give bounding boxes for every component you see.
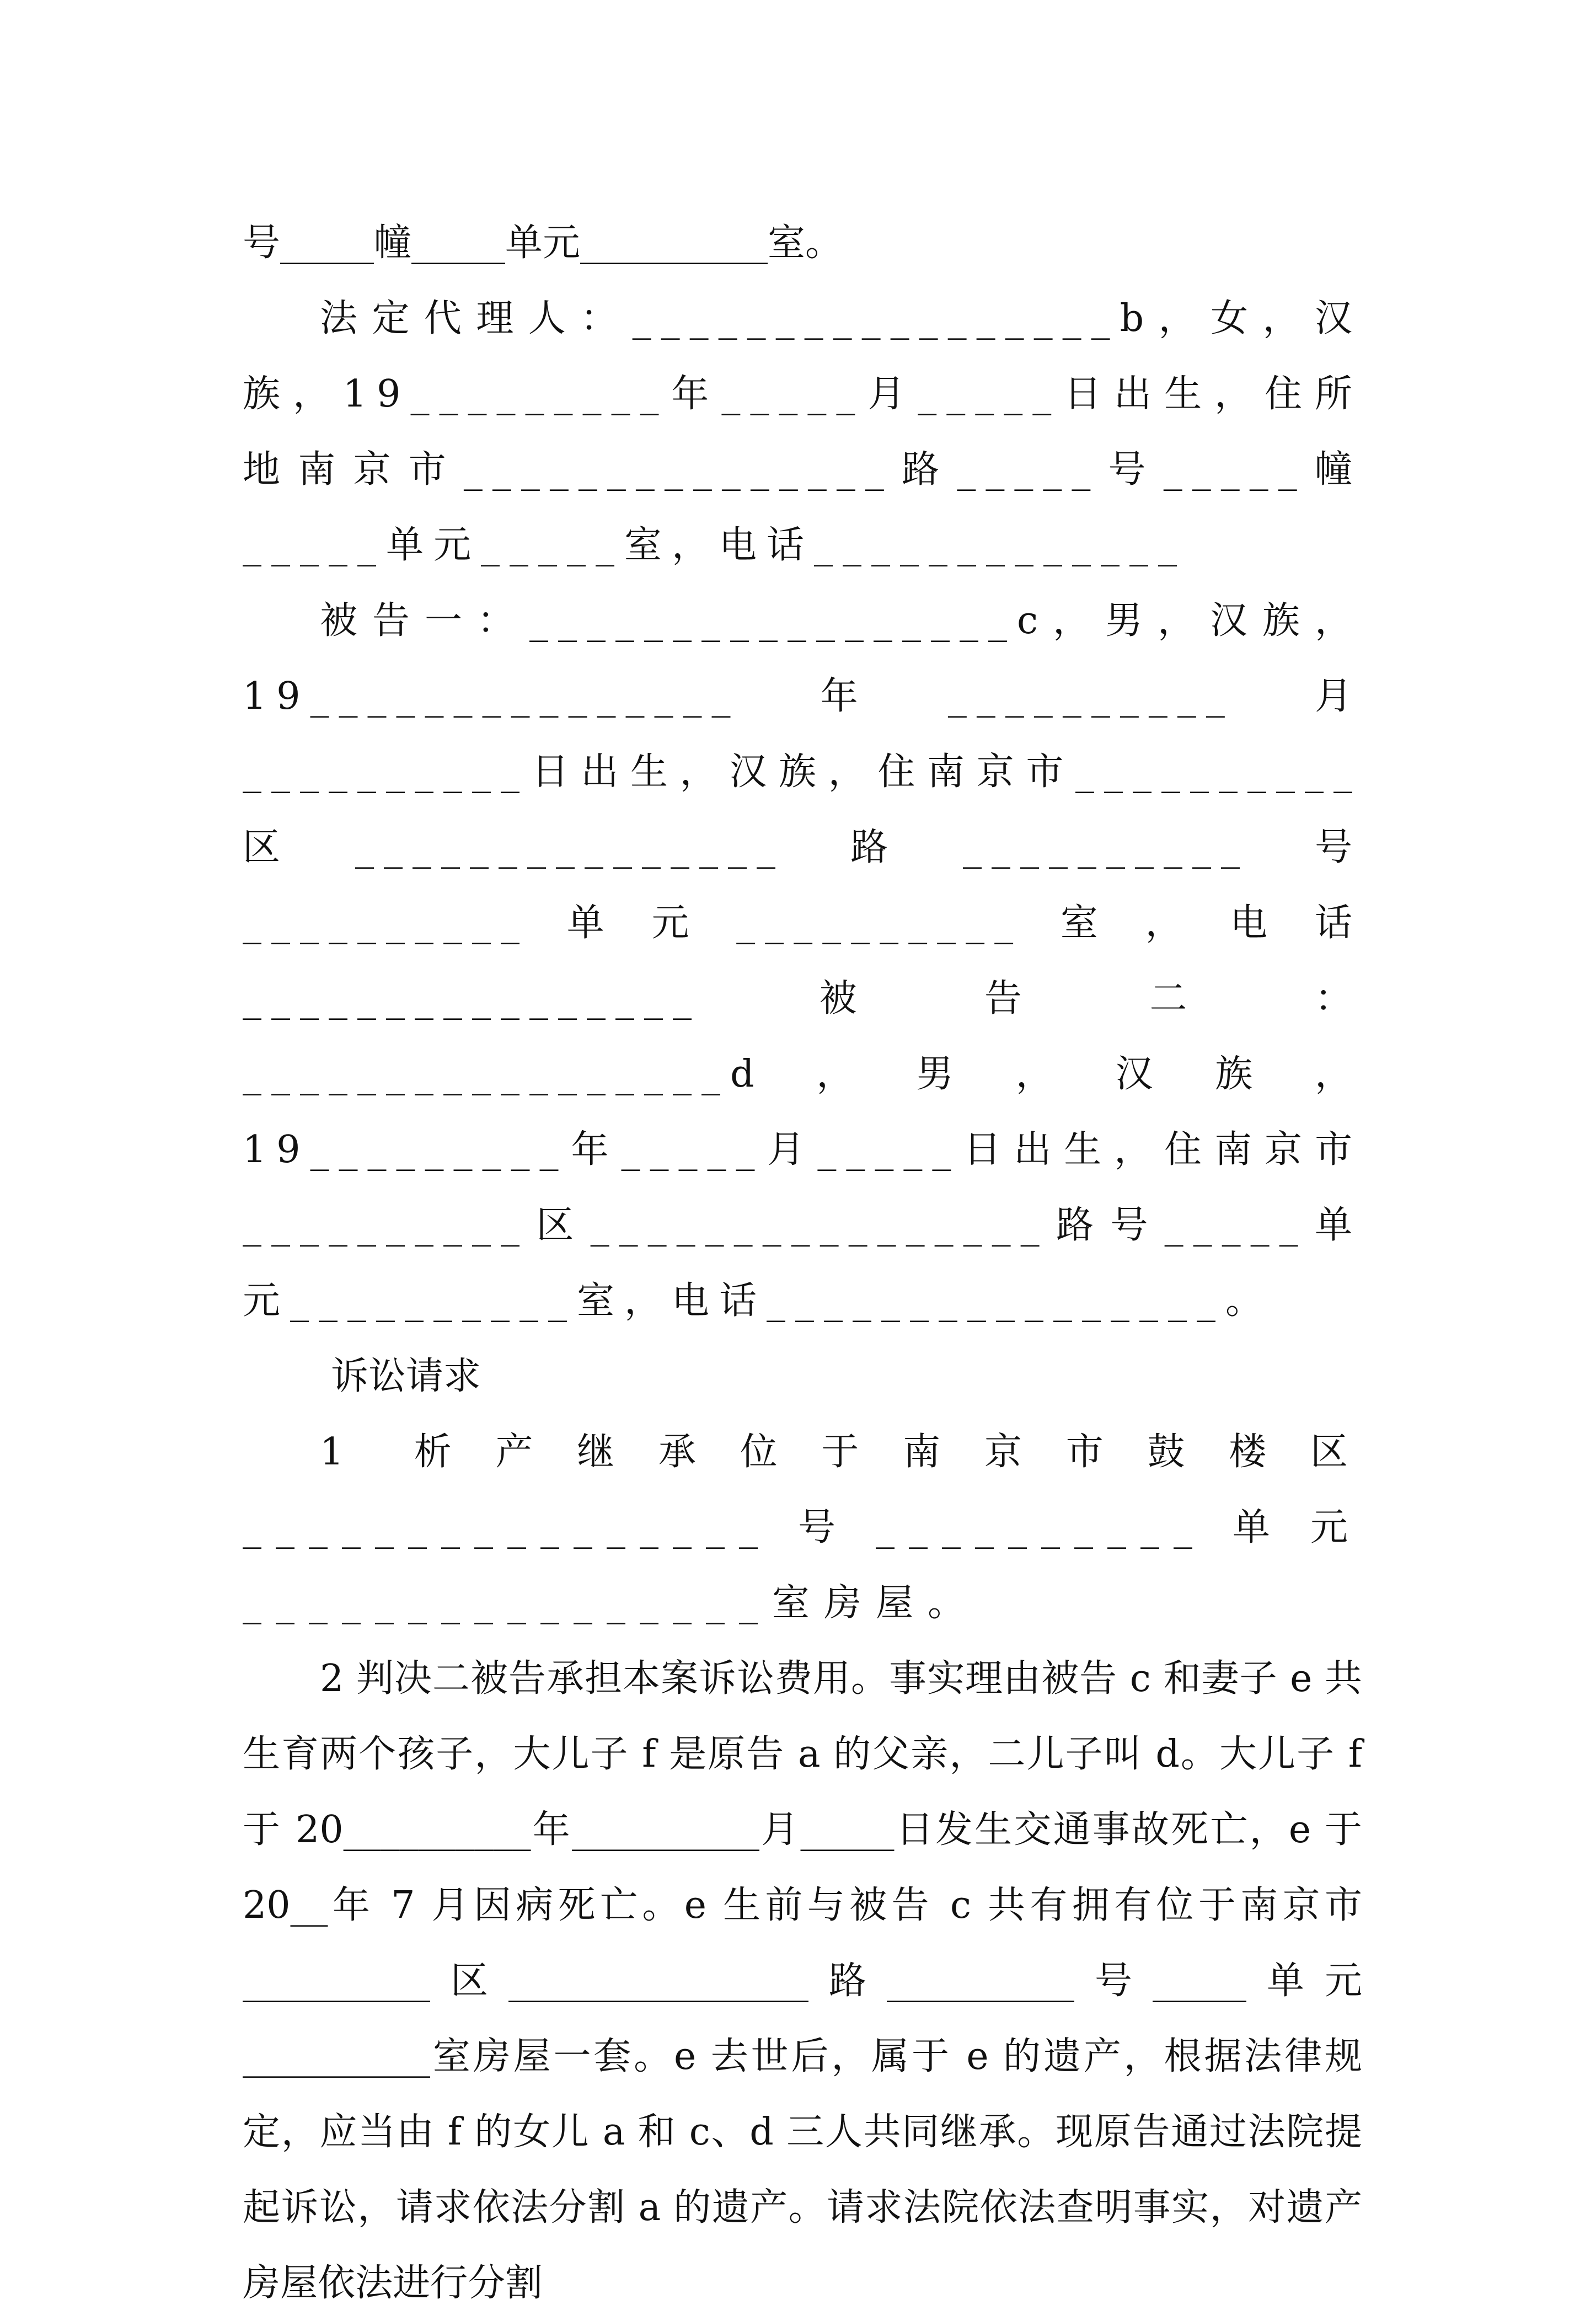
address-continuation: 号_____幢_____单元__________室。 (243, 221, 843, 265)
claims-heading: 诉讼请求 (331, 1355, 481, 1398)
claim-item-1: 1 析产继承位于南京市鼓楼区________________号__________单元________________室房屋。 (243, 1430, 1362, 1625)
document-page (243, 205, 1362, 2321)
claim-item-2-and-facts: 2 判决二被告承担本案诉讼费用。事实理由被告 c 和妻子 e 共生育两个孩子，大儿子 f 是原告 a 的父亲，二儿子叫 d。大儿子 f 于 20__________年__________月_____日发生交通事故死亡，e 于 20__年 7 月因病死亡。e 生前与被告 c 共有拥有位于南京市__________区________________路__________号_____单元__________室房屋一套。e 去世后，属于 e 的遗产，根据法律规定，应当由 f 的女儿 a 和 c、d 三人共同继承。现原告通过法院提起诉讼，请求依法分割 a 的遗产。请求法院依法查明事实，对遗产房屋依法进行分割 (243, 1657, 1362, 2305)
defendants-paragraph: 被告一：_________________c，男，汉族，19_______________年__________月__________日出生，汉族，住南京市__________区_______________路__________号__________单元__________室，电话________________被告二：_________________d，男，汉族，19_________年_____月_____日出生，住南京市__________区________________路号_____单元__________室，电话________________。 (243, 599, 1362, 1323)
legal-representative-paragraph: 法定代理人：_________________b，女，汉族，19_________年_____月_____日出生，住所地南京市_______________路_____号_____幢_____单元_____室，电话_____________ (243, 297, 1362, 567)
